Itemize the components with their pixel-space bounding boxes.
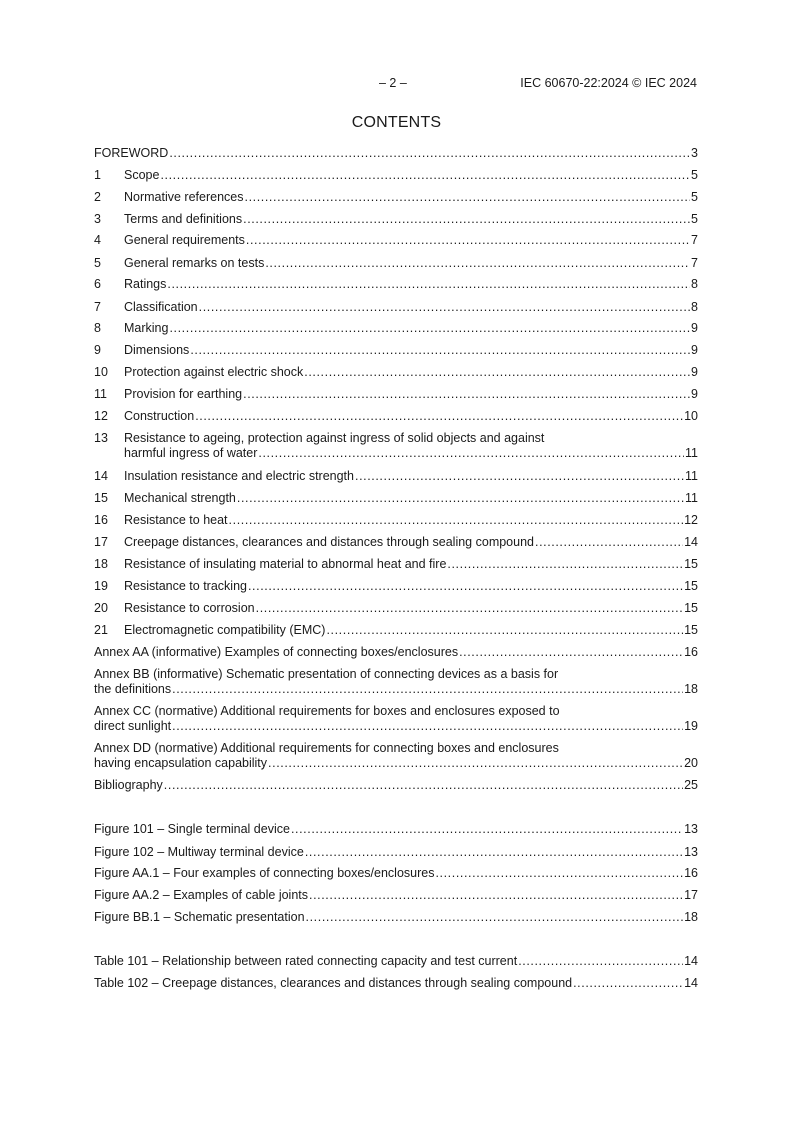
page-ref: 5 (691, 168, 698, 182)
page-title: CONTENTS (351, 114, 442, 131)
toc-entry-section-17[interactable]: 17 Creepage distances, clearances and distances through sealing compound ..... 14 (94, 535, 698, 550)
toc-entry-section-14[interactable]: 14 Insulation resistance and electric strength ..... 11 (94, 469, 698, 484)
dot-leader (326, 623, 683, 638)
page-ref: 13 (684, 822, 698, 836)
dot-leader (248, 579, 683, 594)
page-ref: 15 (684, 623, 698, 637)
dot-leader (265, 256, 690, 271)
dot-leader (306, 910, 684, 925)
toc-entry-figure-aa2[interactable]: Figure AA.2 – Examples of cable joints ..... 17 (94, 888, 698, 903)
dot-leader (268, 756, 683, 771)
dot-leader (190, 343, 690, 358)
dot-leader (172, 719, 683, 734)
toc-entry-figure-101[interactable]: Figure 101 – Single terminal device ..... 13 (94, 822, 698, 837)
toc-entry-section-9[interactable]: 9 Dimensions ..... 9 (94, 343, 698, 358)
toc-entry-section-16[interactable]: 16 Resistance to heat ..... 12 (94, 513, 698, 528)
page-ref: 12 (684, 513, 698, 527)
toc-entry-section-19[interactable]: 19 Resistance to tracking ..... 15 (94, 579, 698, 594)
page-ref: 14 (684, 976, 698, 990)
dot-leader (246, 233, 690, 248)
page-ref: 17 (684, 888, 698, 902)
page-ref: 8 (691, 277, 698, 291)
toc-entry-bibliography[interactable]: Bibliography ..... 25 (94, 778, 698, 793)
page-ref: 15 (684, 557, 698, 571)
dot-leader (195, 409, 683, 424)
page-ref: 10 (684, 409, 698, 423)
dot-leader (573, 976, 683, 991)
page-ref: 9 (691, 321, 698, 335)
dot-leader (172, 682, 683, 697)
page-ref: 15 (684, 579, 698, 593)
page-ref: 25 (684, 778, 698, 792)
toc-entry-section-18[interactable]: 18 Resistance of insulating material to abnormal heat and fire ..... 15 (94, 557, 698, 572)
page-ref: 11 (685, 491, 698, 505)
toc-entry-section-11[interactable]: 11 Provision for earthing ..... 9 (94, 387, 698, 402)
toc-entry-section-13[interactable]: 13 Resistance to ageing, protection against ingress of solid objects and against harmful ingress of water ..... 11 (94, 431, 698, 461)
page-ref: 9 (691, 343, 698, 357)
page-ref: 20 (684, 756, 698, 770)
page-header (0, 76, 793, 92)
dot-leader (435, 866, 683, 881)
dot-leader (199, 300, 690, 315)
document-id: IEC 60670-22:2024 © IEC 2024 (520, 76, 697, 90)
page-ref: 5 (691, 212, 698, 226)
dot-leader (243, 387, 690, 402)
dot-leader (258, 446, 684, 461)
toc-entry-section-6[interactable]: 6 Ratings ..... 8 (94, 277, 698, 292)
toc-entry-section-5[interactable]: 5 General remarks on tests ..... 7 (94, 256, 698, 271)
toc-entry-section-2[interactable]: 2 Normative references ..... 5 (94, 190, 698, 205)
page-ref: 5 (691, 190, 698, 204)
dot-leader (229, 513, 684, 528)
dot-leader (309, 888, 683, 903)
toc-entry-annex-cc[interactable]: Annex CC (normative) Additional requirements for boxes and enclosures exposed to direct sunlight ..... 19 (94, 704, 698, 734)
dot-leader (167, 277, 690, 292)
dot-leader (245, 190, 691, 205)
toc-entry-section-7[interactable]: 7 Classification ..... 8 (94, 300, 698, 315)
toc-entry-section-12[interactable]: 12 Construction ..... 10 (94, 409, 698, 424)
toc-entry-section-4[interactable]: 4 General requirements ..... 7 (94, 233, 698, 248)
toc-entry-table-102[interactable]: Table 102 – Creepage distances, clearances and distances through sealing compound ..... 14 (94, 976, 698, 991)
page-ref: 8 (691, 300, 698, 314)
dot-leader (518, 954, 683, 969)
toc-entry-annex-dd[interactable]: Annex DD (normative) Additional requirements for connecting boxes and enclosures having encapsulation capability ..... 20 (94, 741, 698, 771)
page-ref: 15 (684, 601, 698, 615)
page-ref: 18 (684, 682, 698, 696)
dot-leader (355, 469, 684, 484)
page-ref: 14 (684, 535, 698, 549)
toc-entry-table-101[interactable]: Table 101 – Relationship between rated connecting capacity and test current ..... 14 (94, 954, 698, 969)
dot-leader (256, 601, 683, 616)
page-ref: 16 (684, 645, 698, 659)
toc-entry-foreword[interactable]: FOREWORD ..... 3 (94, 146, 698, 161)
dot-leader (459, 645, 683, 660)
toc-entry-annex-bb[interactable]: Annex BB (informative) Schematic presentation of connecting devices as a basis for the definitions ..... 18 (94, 667, 698, 697)
toc-entry-section-21[interactable]: 21 Electromagnetic compatibility (EMC) ..... 15 (94, 623, 698, 638)
toc-entry-figure-aa1[interactable]: Figure AA.1 – Four examples of connecting boxes/enclosures ..... 16 (94, 866, 698, 881)
page-ref: 19 (684, 719, 698, 733)
toc-entry-section-8[interactable]: 8 Marking ..... 9 (94, 321, 698, 336)
dot-leader (305, 845, 683, 860)
toc-entry-section-3[interactable]: 3 Terms and definitions ..... 5 (94, 212, 698, 227)
toc-entry-section-10[interactable]: 10 Protection against electric shock ..... 9 (94, 365, 698, 380)
page-ref: 13 (684, 845, 698, 859)
dot-leader (243, 212, 690, 227)
toc-entry-section-20[interactable]: 20 Resistance to corrosion ..... 15 (94, 601, 698, 616)
page-ref: 11 (685, 446, 698, 460)
page-ref: 16 (684, 866, 698, 880)
page-ref: 9 (691, 387, 698, 401)
dot-leader (291, 822, 683, 837)
page-ref: 9 (691, 365, 698, 379)
toc-entry-figure-102[interactable]: Figure 102 – Multiway terminal device ..... 13 (94, 845, 698, 860)
page-ref: 11 (685, 469, 698, 483)
page-ref: 7 (691, 256, 698, 270)
dot-leader (169, 321, 690, 336)
page-number: – 2 – (379, 76, 407, 90)
dot-leader (237, 491, 684, 506)
dot-leader (164, 778, 683, 793)
toc-entry-section-15[interactable]: 15 Mechanical strength ..... 11 (94, 491, 698, 506)
page-ref: 18 (684, 910, 698, 924)
dot-leader (160, 168, 690, 183)
dot-leader (304, 365, 690, 380)
toc-entry-figure-bb1[interactable]: Figure BB.1 – Schematic presentation ..... 18 (94, 910, 698, 925)
page-ref: 14 (684, 954, 698, 968)
toc-entry-section-1[interactable]: 1 Scope ..... 5 (94, 168, 698, 183)
page-ref: 3 (691, 146, 698, 160)
dot-leader (535, 535, 683, 550)
dot-leader (447, 557, 683, 572)
page-ref: 7 (691, 233, 698, 247)
dot-leader (169, 146, 690, 161)
toc-entry-annex-aa[interactable]: Annex AA (informative) Examples of connecting boxes/enclosures ..... 16 (94, 645, 698, 660)
